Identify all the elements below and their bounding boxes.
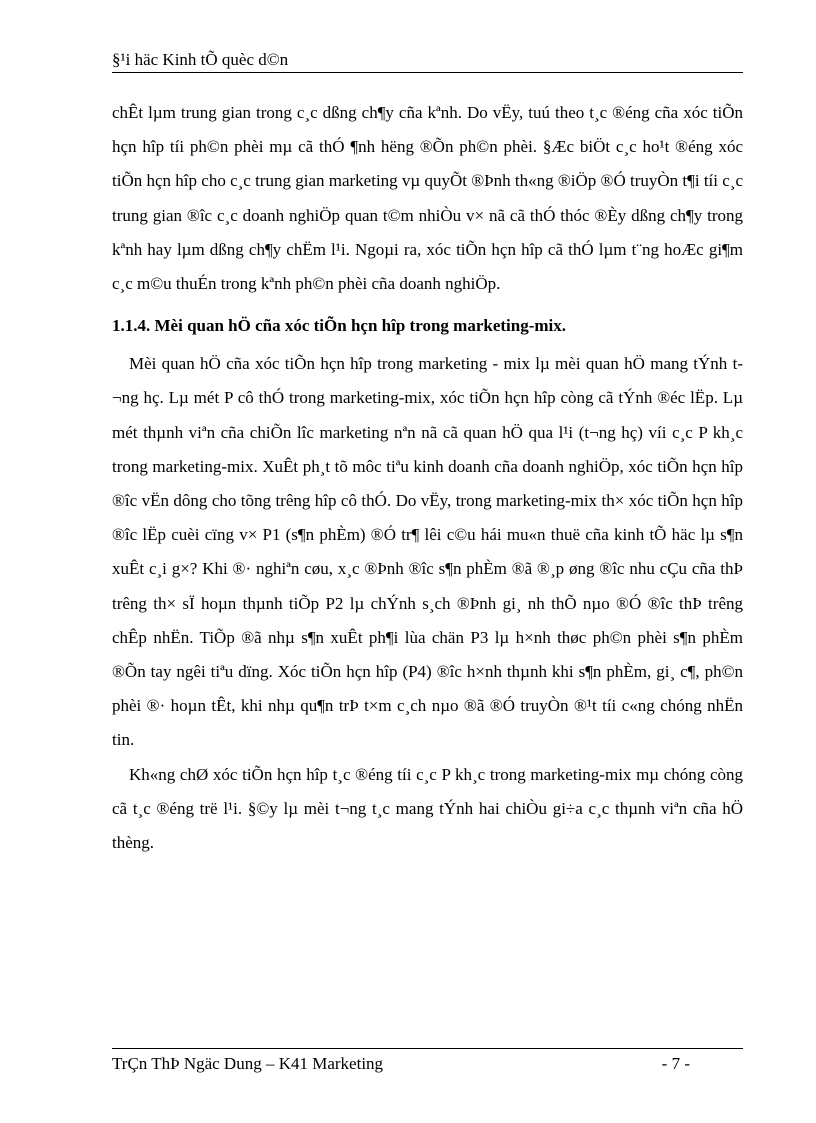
header-divider [112, 72, 743, 73]
body-paragraph-3: Kh«ng chØ xóc tiÕn hçn hîp t¸c ®éng tíi c¸c P kh¸c trong marketing-mix mµ chóng còng cã t¸c ®éng trë l¹i. §©y lµ mèi t¬ng t¸c mang tÝnh hai chiÒu gi÷a c¸c thµnh viªn cña hÖ thèng. [112, 764, 743, 853]
footer-divider [112, 1048, 743, 1049]
footer-page-number: - 7 - [661, 1054, 690, 1073]
section-heading: 1.1.4. Mèi quan hÖ cña xóc tiÕn hçn hîp trong marketing-mix. [112, 316, 566, 336]
document-body [112, 96, 743, 860]
body-paragraph-1: chÊt lµm trung gian trong c¸c dßng ch¶y cña kªnh. Do vËy, tuú theo t¸c ®éng cña xóc tiÕn hçn hîp tíi ph©n phèi mµ cã thÓ ¶nh hëng ®Õn ph©n phèi. §Æc biÖt c¸c ho¹t ®éng xóc tiÕn hçn hîp cho c¸c trung gian marketing vµ quyÕt ®Þnh th«ng ®iÖp ®Ó truyÒn t¶i tíi c¸c trung gian ®îc c¸c doanh nghiÖp quan t©m nhiÒu v× nã cã thÓ thóc ®Èy dßng ch¶y trong kªnh hay lµm dßng ch¶y chËm l¹i. Ngoµi ra, xóc tiÕn hçn hîp cã thÓ lµm t¨ng hoÆc gi¶m c¸c m©u thuÉn trong kªnh ph©n phèi cña doanh nghiÖp. [112, 103, 743, 294]
body-paragraph-2: Mèi quan hÖ cña xóc tiÕn hçn hîp trong marketing - mix lµ mèi quan hÖ mang tÝnh t¬ng hç. Lµ mét P cô thÓ trong marketing-mix, xóc tiÕn hçn hîp còng cã tÝnh ®éc lËp. Lµ mét thµnh viªn cña chiÕn lîc marketing nªn nã cã quan hÖ qua l¹i (t¬ng hç) víi c¸c P kh¸c trong marketing-mix. XuÊt ph¸t tõ môc tiªu kinh doanh cña doanh nghiÖp, xóc tiÕn hçn hîp ®îc vËn dông cho tõng trêng hîp cô thÓ. Do vËy, trong marketing-mix th× xóc tiÕn hçn hîp ®îc lËp cuèi cïng v× P1 (s¶n phÈm) ®Ó tr¶ lêi c©u hái mu«n thuë cña kinh tÕ häc lµ s¶n xuÊt c¸i g×? Khi ®· nghiªn cøu, x¸c ®Þnh ®îc s¶n phÈm ®ã ®¸p øng ®îc nhu cÇu cña thÞ trêng th× sÏ hoµn thµnh tiÕp P2 lµ chÝnh s¸ch ®Þnh gi¸ nh thÕ nµo ®Ó ®îc thÞ trêng chÊp nhËn. TiÕp ®ã nhµ s¶n xuÊt ph¶i lùa chän P3 lµ h×nh thøc ph©n phèi s¶n phÈm ®Õn tay ngêi tiªu dïng. Xóc tiÕn hçn hîp (P4) ®îc h×nh thµnh khi s¶n phÈm, gi¸ c¶, ph©n phèi ®· hoµn tÊt, khi nhµ qu¶n trÞ t×m c¸ch nµo ®ã ®Ó truyÒn ®¹t tíi c«ng chóng nhËn tin. [112, 354, 743, 750]
page-header-title: §¹i häc Kinh tÕ quèc d©n [112, 50, 289, 69]
footer-author: TrÇn ThÞ Ngäc Dung – K41 Marketing [112, 1054, 384, 1073]
